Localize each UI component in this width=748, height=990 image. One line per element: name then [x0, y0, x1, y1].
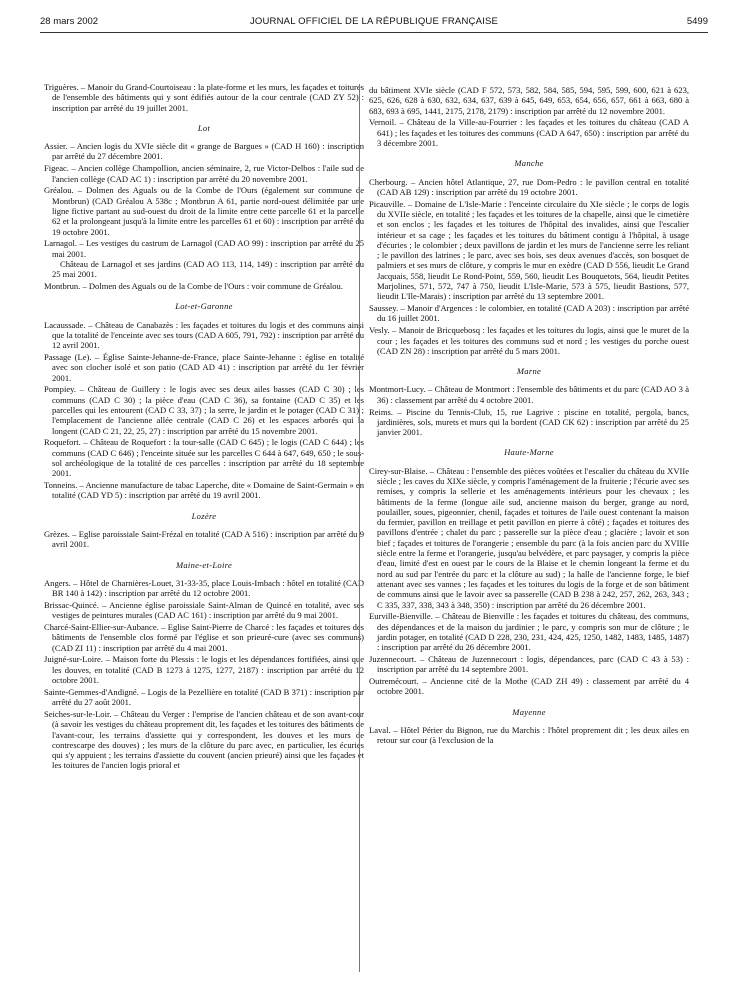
- column-separator: [359, 84, 360, 972]
- entry-text: Sainte-Gemmes-d'Andigné. – Logis de la Pezellière en totalité (CAD B 371) : inscription par arrêté du 27 août 2001.: [44, 686, 364, 708]
- entry-text: Gréalou. – Dolmen des Aguals ou de la Combe de l'Ours (également sur commune de Montbrun) (CAD Gréalou A 538c ; Montbrun A 61, partie nord-ouest délimitée par une ligne fictive partant au sud-ouest du droit de la limite entre cette parcelle 61 et la parcelle 62 et la prolongeant jusqu'à la limite entre les parcelles 61 et 60) : inscription par arrêté du 19 octobre 2001.: [44, 185, 364, 237]
- monument-entry: [369, 676, 689, 697]
- entry-text: Montbrun. – Dolmen des Aguals ou de la Combe de l'Ours : voir commune de Gréalou.: [44, 281, 343, 292]
- monument-entry: [44, 163, 364, 184]
- monument-entry: [44, 238, 364, 279]
- entry-text: Lacaussade. – Château de Canabazès : les façades et toitures du logis et des communs ainsi que la totalité de l'enceinte avec ses tours (CAD A 605, 791, 792) : inscription par arrêté du 12 avril 2001.: [44, 319, 364, 351]
- monument-entry: [369, 177, 689, 198]
- monument-entry: [44, 480, 364, 501]
- entry-text: Tonneins. – Ancienne manufacture de tabac Laperche, dite « Domaine de Saint-Germain » en totalité (CAD YD 5) : inscription par arrêté du 19 avril 2001.: [44, 480, 364, 501]
- monument-entry: [44, 687, 364, 708]
- monument-entry: [369, 654, 689, 675]
- entry-text: Roquefort. – Château de Roquefort : la tour-salle (CAD C 645) ; le logis (CAD C 644) ; les communs (CAD C 646) ; l'enceinte située sur les parcelles C 644 à 647, 649, 650 ; le sous-sol archéologique de la totalité de ces parcelles : inscription par arrêté du 18 septembre 2001.: [44, 437, 364, 479]
- entry-text: Juzennecourt. – Château de Juzennecourt : logis, dépendances, parc (CAD C 43 à 53) : inscription par arrêté du 14 septembre 2001.: [369, 654, 689, 675]
- monument-entry: [44, 141, 364, 162]
- monument-entry: [44, 622, 364, 653]
- monument-entry: [44, 185, 364, 236]
- monument-entry: [369, 199, 689, 302]
- monument-entry: [44, 320, 364, 351]
- department-heading: Marne: [516, 366, 542, 377]
- entry-text: Angers. – Hôtel de Charnières-Louet, 31-33-35, place Louis-Imbach : hôtel en totalité (CAD BR 140 à 142) : inscription par arrêté du 12 octobre 2001.: [44, 577, 364, 599]
- department-heading: Lot: [197, 122, 211, 133]
- entry-text: Triguères. – Manoir du Grand-Courtoiseau : la plate-forme et les murs, les façades et toitures de l'ensemble des bâtiments qui y sont édifiés autour de la cour centrale (CAD ZY 52) : inscription par arrêté du 19 juillet 2001.: [44, 82, 364, 113]
- department-heading: Lozère: [191, 510, 217, 521]
- monument-entry: [44, 384, 364, 435]
- page-header: [40, 16, 708, 32]
- page-number: 5499: [686, 16, 708, 27]
- monument-entry: [369, 466, 689, 610]
- department-heading: Lot-et-Garonne: [175, 301, 233, 312]
- right-column: [369, 85, 689, 747]
- entry-text: Outremécourt. – Ancienne cité de la Mothe (CAD ZH 49) : classement par arrêté du 4 octobre 2001.: [369, 676, 689, 697]
- entry-subtext: Château de Larnagol et ses jardins (CAD AO 113, 114, 149) : inscription par arrêté du 25 mai 2001.: [52, 258, 364, 280]
- monument-entry: [44, 82, 364, 113]
- monument-entry: [44, 709, 364, 771]
- entry-continuation: [369, 85, 689, 116]
- header-rule: [40, 32, 708, 33]
- monument-entry: [44, 281, 364, 291]
- monument-entry: [369, 117, 689, 148]
- entry-text: du bâtiment XVIe siècle (CAD F 572, 573, 582, 584, 585, 594, 595, 599, 600, 621 à 623, 625, 626, 628 à 630, 632, 634, 637, 639 à 645, 649, 653, 654, 656, 657, 661 à 663, 680 à 683, 693 à 695, 1441, 2175, 2178, 2179) : inscription par arrêté du 12 novembre 2001.: [369, 85, 689, 116]
- entry-text: Larnagol. – Les vestiges du castrum de Larnagol (CAD AO 99) : inscription par arrêté du 25 mai 2001.: [44, 238, 364, 259]
- monument-entry: [369, 325, 689, 356]
- left-column: [44, 82, 364, 772]
- entry-text: Assier. – Ancien logis du XVIe siècle dit « grange de Bargues » (CAD H 160) : inscription par arrêté du 27 décembre 2001.: [44, 141, 364, 162]
- monument-entry: [44, 437, 364, 478]
- department-heading: Maine-et-Loire: [175, 559, 233, 570]
- entry-text: Pompiey. – Château de Guillery : le logis avec ses deux ailes basses (CAD C 30) ; les communs (CAD C 30) ; la pièce d'eau (CAD C 36), sa fontaine (CAD C 35) et les parcelles qui les entourent (CAD C 33, 37) ; la serre, le jardin et le potager (CAD C 31) ; l'emplacement de l'ancienne allée centrale (CAD C 26) et les espaces arborés qui la longent (CAD C 21, 22, 25, 27) : inscription par arrêté du 15 novembre 2001.: [44, 384, 364, 436]
- entry-text: Laval. – Hôtel Périer du Bignon, rue du Marchis : l'hôtel proprement dit ; les deux ailes en retour sur cour (à l'exclusion de la: [369, 725, 689, 746]
- entry-text: Vernoil. – Château de la Ville-au-Fourrier : les façades et les toitures du château (CAD A 641) ; les façades et les toitures des communs (CAD A 647, 650) : inscription par arrêté du 3 décembre 2001.: [369, 117, 689, 148]
- entry-text: Cherbourg. – Ancien hôtel Atlantique, 27, rue Dom-Pedro : le pavillon central en totalité (CAD AB 129) : inscription par arrêté du 19 octobre 2001.: [369, 176, 689, 197]
- monument-entry: [369, 725, 689, 746]
- monument-entry: [369, 611, 689, 652]
- monument-entry: [44, 352, 364, 383]
- monument-entry: [44, 578, 364, 599]
- entry-text: Grèzes. – Eglise paroissiale Saint-Frézal en totalité (CAD A 516) : inscription par arrêté du 9 avril 2001.: [44, 528, 364, 550]
- entry-text: Saussey. – Manoir d'Argences : le colombier, en totalité (CAD A 203) : inscription par arrêté du 16 juillet 2001.: [369, 303, 689, 324]
- monument-entry: [44, 600, 364, 621]
- entry-text: Juigné-sur-Loire. – Maison forte du Plessis : le logis et les dépendances fortifiées, ainsi que les douves, en totalité (CAD B 1273 à 1275, 1277, 2187) : inscription par arrêté du 12 octobre 2001.: [44, 654, 364, 686]
- entry-text: Passage (Le). – Église Sainte-Jehanne-de-France, place Sainte-Jehanne : église en totalité avec son clocher isolé et son patio (CAD AD 41) : inscription par arrêté du 1er février 2001.: [44, 352, 364, 383]
- header-date: 28 mars 2002: [40, 16, 99, 27]
- entry-text: Charcé-Saint-Ellier-sur-Aubance. – Eglise Saint-Pierre de Charcé : les façades et toitures des bâtiments de l'ensemble clos formé par l'église et son prieuré-cure (avec ses communs) (CAD ZI 11) : inscription par arrêté du 4 mai 2001.: [44, 622, 364, 653]
- department-heading: Haute-Marne: [504, 447, 554, 458]
- entry-text: Reims. – Piscine du Tennis-Club, 15, rue Lagrive : piscine en totalité, pergola, bancs, jardinières, sols, murets et murs qui la bordent (CAD CK 62) : inscription par arrêté du 25 janvier 2001.: [369, 406, 689, 438]
- entry-text: Cirey-sur-Blaise. – Château : l'ensemble des pièces voûtées et l'escalier du château du XVIIe siècle ; les caves du XIXe siècle, y compris l'aménagement de la fruiterie ; l'écurie avec ses remises, y compris la sellerie et les aménagements intérieurs pour les chevaux ; les bâtiments de la ferme (longue aile sud, ancienne maison du berger, grange au nord, poulailler, soues, pigeonnier, chenil, façades et toitures de l'aile ouest contenant la maison du fermier, pavillon en treillage et petit pavillon en pierre à côté) ; façades et toitures des pavillons d'entrée ; chalet du parc ; passerelle sur la pièce d'eau ; glacière ; lavoir et son bief ; façades et toitures de l'orangerie ; ensemble du parc (à la fois ancien parc du XVIIIe siècle entre la ferme et l'orangerie, jusqu'au belvédère, et parc paysager, y compris la pièce d'eau, limité d'est en ouest par le cours de la Blaise et le chemin longeant la ferme et du nord au sud par l'entrée du parc et la clôture au sud) ; la halle de l'ancienne forge, le bief attenant avec ses vannes ; les façades et les toitures du logis de la forge et de son bâtiment de communs ainsi que le lavoir avec sa passerelle (CAD B 238 à 242, 257, 262, 263, 343 ; C 335, 337, 338, 343 à 348, 350) : inscription par arrêté du 26 décembre 2001.: [369, 465, 689, 610]
- monument-entry: [44, 529, 364, 550]
- department-heading: Mayenne: [512, 706, 546, 717]
- department-heading: Manche: [514, 158, 544, 169]
- entry-text: Eurville-Bienville. – Château de Bienville : les façades et toitures du château, des communs, des dépendances et de la maison du jardinier ; le parc, y compris son mur de clôture ; le jardin potager, en totalité (CAD D 228, 230, 231, 424, 425, 1250, 1482, 1483, 1485, 1487) : inscription par arrêté du 26 décembre 2001.: [369, 611, 689, 653]
- entry-text: Montmort-Lucy. – Château de Montmort : l'ensemble des bâtiments et du parc (CAD AO 3 à 36) : classement par arrêté du 4 octobre 2001.: [369, 384, 689, 405]
- monument-entry: [369, 303, 689, 324]
- entry-text: Vesly. – Manoir de Bricquebosq : les façades et les toitures du logis, ainsi que le muret de la cour ; les façades et les toitures des communs sud et nord ; les vestiges du porche ouest (CAD ZN 28) : inscription par arrêté du 5 mars 2001.: [369, 325, 689, 356]
- header-title: JOURNAL OFFICIEL DE LA RÉPUBLIQUE FRANÇAISE: [249, 16, 499, 27]
- entry-text: Brissac-Quincé. – Ancienne église paroissiale Saint-Alman de Quincé en totalité, avec ses vestiges de peintures murales (CAD AC 161) : inscription par arrêté du 9 mai 2001.: [44, 599, 364, 621]
- entry-text: Figeac. – Ancien collège Champollion, ancien séminaire, 2, rue Victor-Delbos : l'aile sud de l'ancien collège (CAD AC 1) : inscription par arrêté du 20 novembre 2001.: [44, 163, 364, 184]
- monument-entry: [44, 654, 364, 685]
- entry-text: Seiches-sur-le-Loir. – Château du Verger : l'emprise de l'ancien château et de son avant-cour (à savoir les vestiges du château proprement dit, les façades et les toitures des bâtiments de l'avant-cour, les terrains d'assiette qui y correspondent, les douves et les murs de contrescarpe des douves) ; les murs de la clôture du parc avec, en particulier, les écuries qui s'y appuient ; les terrains d'assiette du couvent (ancien prieuré) ainsi que les façades et les toitures de l'ancien logis prioral et: [44, 708, 364, 771]
- monument-entry: [369, 407, 689, 438]
- entry-text: Picauville. – Domaine de L'Isle-Marie : l'enceinte circulaire du XIe siècle ; le corps de logis du XVIIe siècle, en totalité ; les façades et les toitures de la chapelle, ainsi que le cimetière et son enclos ; les façades et les toitures de l'hôpital des invalides, ainsi que l'escalier intérieur et sa cage ; les façades et les toitures du bâtiment contigu à l'hôpital, à usage d'écuries ; le colombier ; deux pavillons de jardin et les murs de l'ancienne serre les reliant ; le pavillon des latrines ; le parc, avec ses bois, ses deux avenues d'accès, son bosquet de palmiers et ses murs de clôture, y compris le mur en exèdre (CAD D 556, lieudit Le Grand Jacquais, 558, lieudit Le Rond-Point, 559, 560, lieudit Les Bouquetots, 564, lieudit Petites Marjolines, 571, 572, 747 à 750, lieudit L'Isle-Marie, 573 à 575, lieudit Bastions, 577, lieudit L'Ile-Marais) : inscription par arrêté du 13 septembre 2001.: [369, 198, 689, 302]
- monument-entry: [369, 384, 689, 405]
